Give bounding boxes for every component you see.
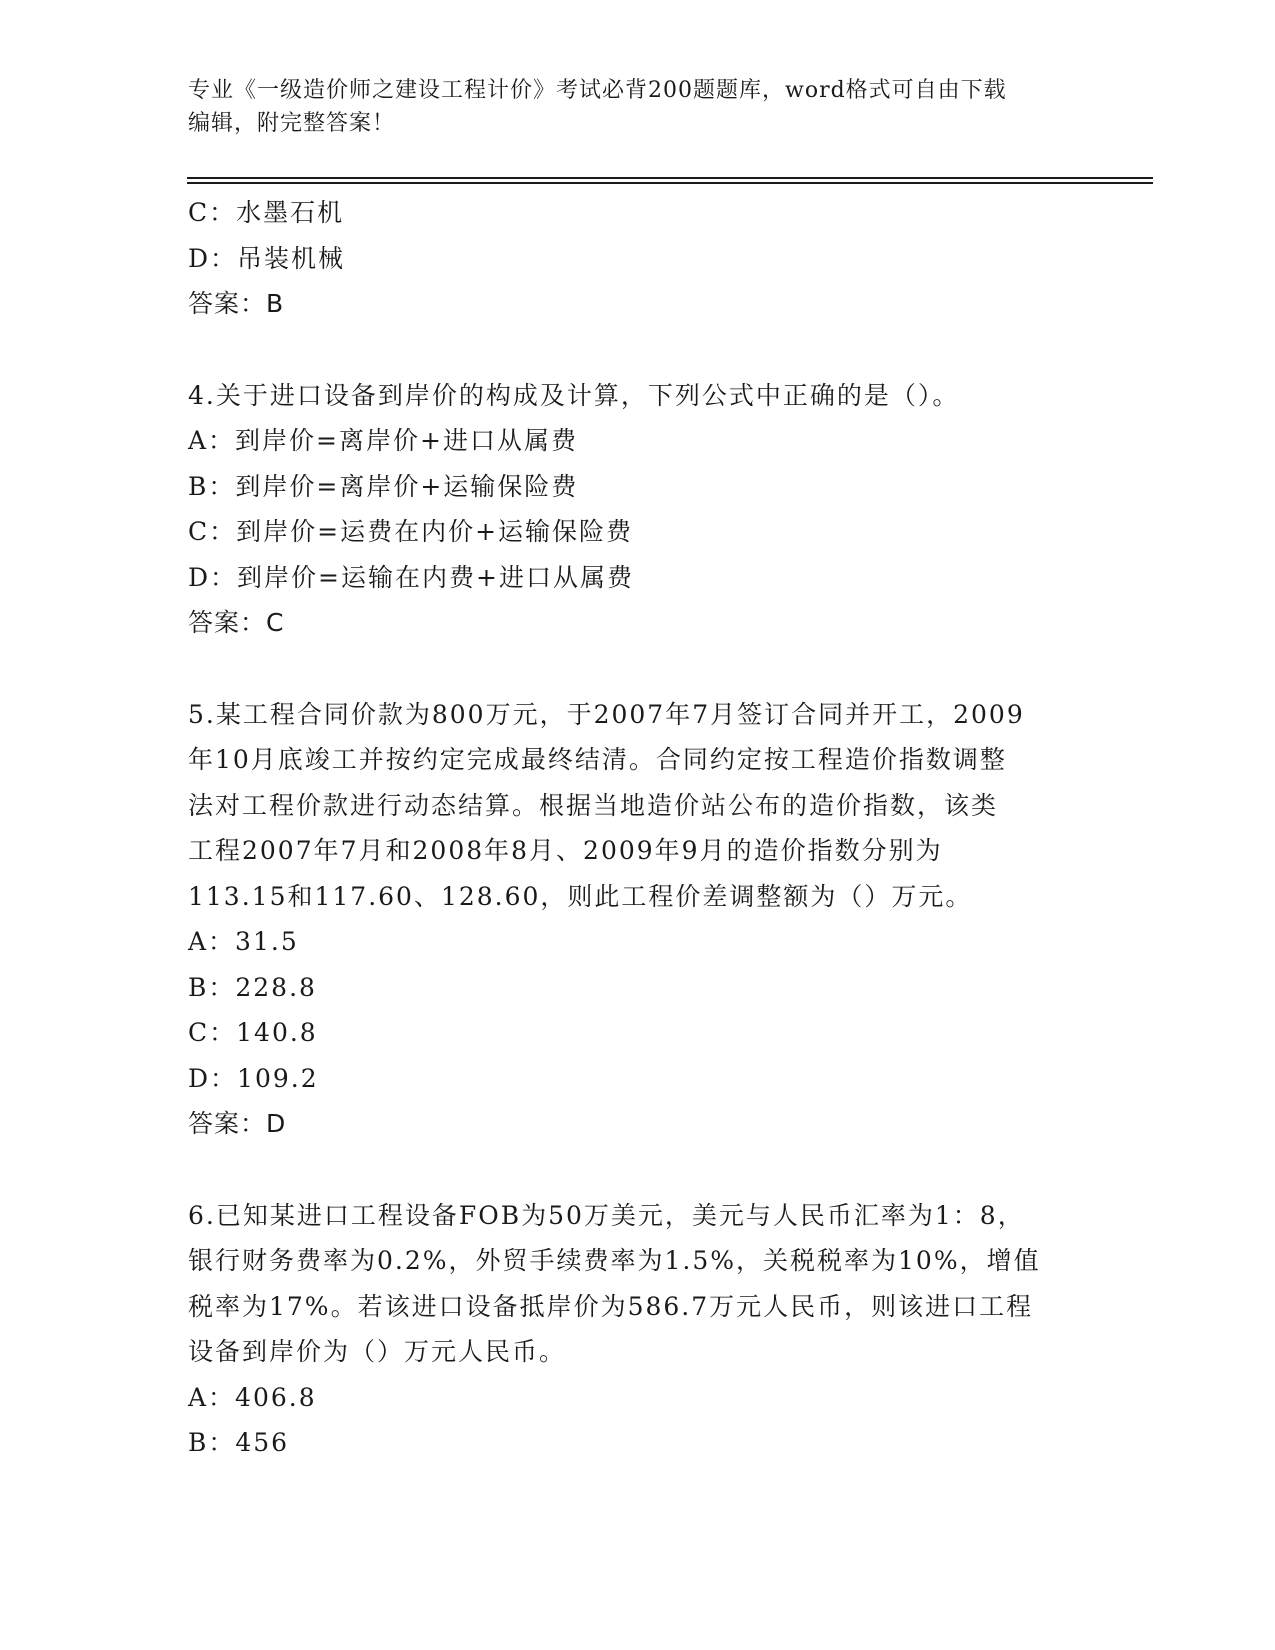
header-divider — [187, 182, 1153, 184]
question-block — [188, 190, 1088, 327]
option-b: B：228.8 — [188, 972, 317, 1002]
answer-line: 答案：D — [188, 1109, 287, 1138]
question-stem: 4.关于进口设备到岸价的构成及计算，下列公式中正确的是（）。 — [188, 380, 960, 410]
option-a: A：406.8 — [188, 1382, 317, 1412]
option-b: B：到岸价=离岸价+运输保险费 — [188, 471, 579, 501]
question-stem: 税率为17%。若该进口设备抵岸价为586.7万元人民币，则该进口工程 — [188, 1291, 1034, 1321]
question-stem: 设备到岸价为（）万元人民币。 — [188, 1337, 567, 1366]
option-c: C：到岸价=运费在内价+运输保险费 — [188, 517, 634, 546]
option-d: D：109.2 — [188, 1063, 319, 1093]
question-block — [188, 373, 1088, 646]
option-c: C：水墨石机 — [188, 198, 345, 227]
answer-line: 答案：B — [188, 289, 285, 318]
question-stem: 5.某工程合同价款为800万元，于2007年7月签订合同并开工，2009 — [188, 699, 1025, 729]
option-c: C：140.8 — [188, 1018, 318, 1047]
question-stem: 6.已知某进口工程设备FOB为50万美元，美元与人民币汇率为1：8， — [188, 1200, 1025, 1230]
header-title-line: 专业《一级造价师之建设工程计价》考试必背200题题库，word格式可自由下载 — [188, 78, 1007, 103]
question-block — [188, 1193, 1088, 1466]
option-b: B：456 — [188, 1428, 290, 1457]
question-stem: 年10月底竣工并按约定完成最终结清。合同约定按工程造价指数调整 — [188, 745, 1007, 774]
answer-line: 答案：C — [188, 608, 285, 637]
option-d: D：吊装机械 — [188, 243, 346, 273]
question-stem: 工程2007年7月和2008年8月、2009年9月的造价指数分别为 — [188, 836, 943, 865]
question-stem: 银行财务费率为0.2%，外贸手续费率为1.5%，关税税率为10%，增值 — [188, 1246, 1041, 1275]
question-stem: 113.15和117.60、128.60，则此工程价差调整额为（）万元。 — [188, 881, 973, 911]
question-block — [188, 692, 1088, 1147]
header-divider — [187, 177, 1153, 179]
document-body — [188, 190, 1088, 1466]
question-stem: 法对工程价款进行动态结算。根据当地造价站公布的造价指数，该类 — [188, 790, 999, 820]
page-header — [188, 74, 1068, 140]
header-title-line: 编辑，附完整答案！ — [188, 111, 396, 136]
option-a: A：到岸价=离岸价+进口从属费 — [188, 426, 578, 455]
option-a: A：31.5 — [188, 927, 299, 956]
option-d: D：到岸价=运输在内费+进口从属费 — [188, 562, 634, 592]
